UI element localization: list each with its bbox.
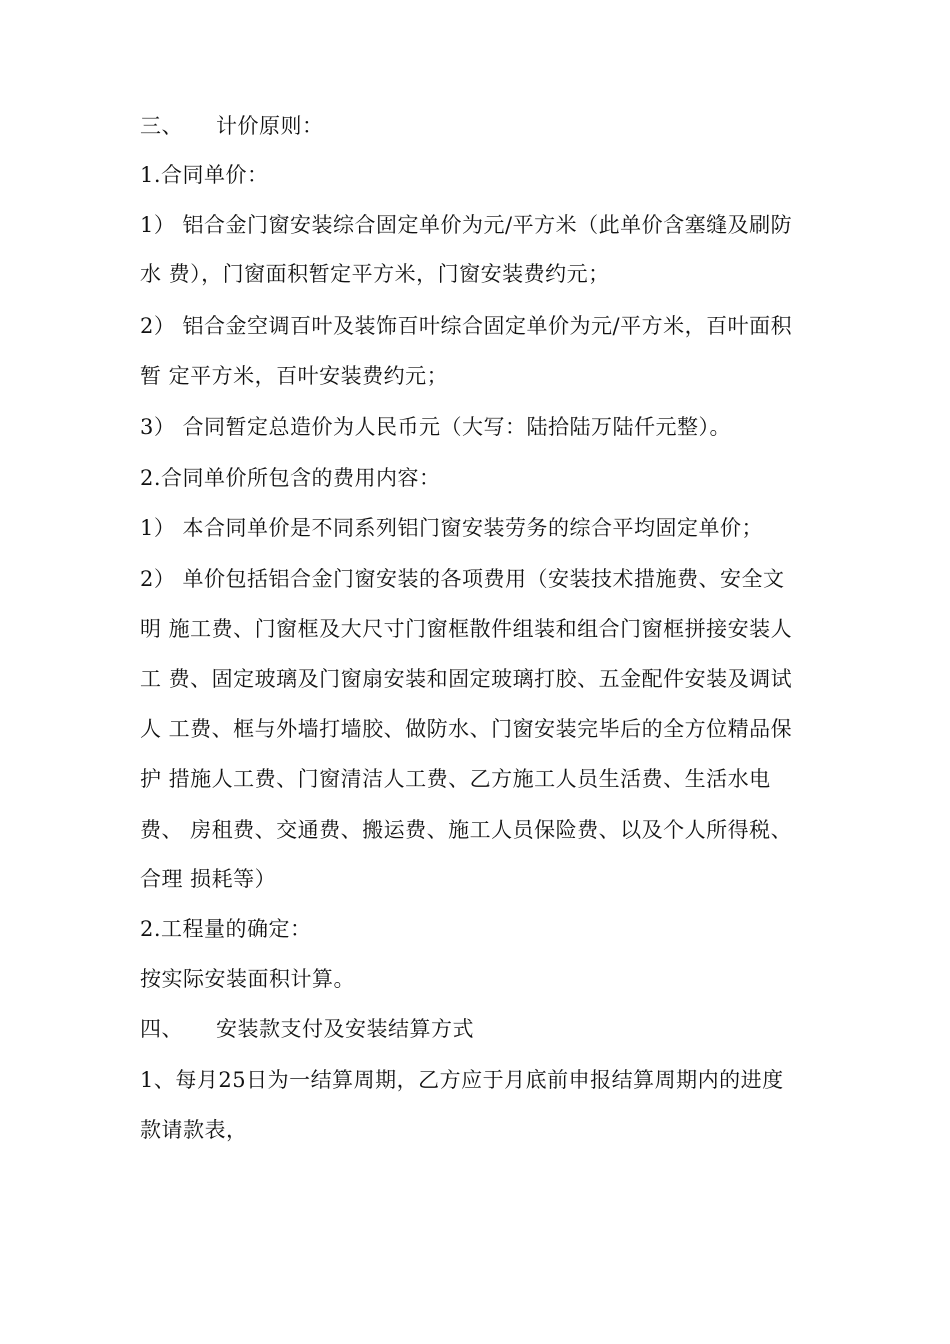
section-4-number: 四、: [140, 1017, 183, 1041]
paragraph-line: 费、 房租费、交通费、搬运费、施工人员保险费、以及个人所得税、: [140, 818, 793, 842]
section-3-number: 三、: [140, 114, 183, 138]
paragraph-line: 工 费、固定玻璃及门窗扇安装和固定玻璃打胶、五金配件安装及调试: [140, 667, 793, 691]
paragraph-line: 按实际安装面积计算。: [140, 967, 355, 991]
paragraph-line: 1、每月25日为一结算周期，乙方应于月底前申报结算周期内的进度: [140, 1068, 784, 1092]
section-4-heading: [140, 1014, 830, 1044]
paragraph-line: 3） 合同暂定总造价为人民币元（大写：陆拾陆万陆仟元整）。: [140, 415, 732, 439]
paragraph-line: 护 措施人工费、门窗清洁人工费、乙方施工人员生活费、生活水电: [140, 767, 771, 791]
subheading-quantity-determination: 2.工程量的确定：: [140, 917, 312, 941]
paragraph-line: 2） 单价包括铝合金门窗安装的各项费用（安装技术措施费、安全文: [140, 567, 785, 591]
section-3-heading: [140, 111, 830, 141]
paragraph-line: 人 工费、框与外墙打墙胶、做防水、门窗安装完毕后的全方位精品保: [140, 717, 793, 741]
paragraph-line: 2） 铝合金空调百叶及装饰百叶综合固定单价为元/平方米，百叶面积: [140, 314, 793, 338]
paragraph-line: 1） 本合同单价是不同系列铝门窗安装劳务的综合平均固定单价；: [140, 516, 764, 540]
section-4-title: 安装款支付及安装结算方式: [216, 1017, 474, 1041]
section-3-title: 计价原则：: [216, 114, 324, 138]
paragraph-line: 明 施工费、门窗框及大尺寸门窗框散件组装和组合门窗框拼接安装人: [140, 617, 793, 641]
subheading-contract-unit-price: 1.合同单价：: [140, 163, 269, 187]
subheading-included-costs: 2.合同单价所包含的费用内容：: [140, 466, 441, 490]
paragraph-line: 款请款表，: [140, 1118, 248, 1142]
paragraph-line: 合理 损耗等）: [140, 867, 277, 891]
paragraph-line: 暂 定平方米，百叶安装费约元；: [140, 364, 449, 388]
paragraph-line: 水 费），门窗面积暂定平方米，门窗安装费约元；: [140, 262, 610, 286]
paragraph-line: 1） 铝合金门窗安装综合固定单价为元/平方米（此单价含塞缝及刷防: [140, 213, 793, 237]
